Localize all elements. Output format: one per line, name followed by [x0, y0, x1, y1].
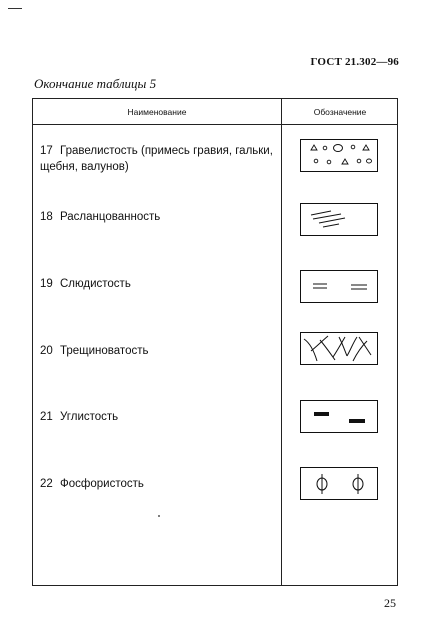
corner-mark	[8, 8, 22, 9]
row-number: 20	[40, 345, 53, 357]
table-header-row	[33, 99, 397, 125]
carbonaceous-pattern-icon	[300, 400, 378, 433]
row-number: 19	[40, 278, 53, 290]
legend-table	[32, 98, 398, 586]
row-number: 21	[40, 411, 53, 423]
table-row	[40, 409, 276, 425]
phosphatic-pattern-icon	[300, 467, 378, 500]
column-divider	[281, 99, 282, 585]
row-name: Слюдистость	[60, 278, 131, 290]
table-row	[40, 343, 276, 359]
table-row	[40, 143, 276, 175]
column-header-symbol: Обозначение	[313, 107, 367, 117]
row-number: 17	[40, 145, 53, 157]
row-name: Расланцованность	[60, 211, 161, 223]
schistosity-pattern-icon	[300, 203, 378, 236]
column-header-name: Наименование	[127, 107, 187, 117]
row-number: 22	[40, 478, 53, 490]
standard-code: ГОСТ 21.302—96	[310, 56, 399, 68]
micaceous-pattern-icon	[300, 270, 378, 303]
row-name: Углистость	[60, 411, 119, 423]
table-row	[40, 476, 276, 492]
page-number: 25	[384, 596, 396, 610]
table-row	[40, 276, 276, 292]
fracturing-pattern-icon	[300, 332, 378, 365]
row-number: 18	[40, 211, 53, 223]
row-name: Трещиноватость	[60, 345, 149, 357]
gravel-pattern-icon	[300, 139, 378, 172]
row-name: Фосфористость	[60, 478, 144, 490]
row-name: Гравелистость (примесь гравия, гальки, щебня, валунов)	[40, 145, 273, 173]
scan-speck	[158, 515, 160, 517]
table-caption: Окончание таблицы 5	[34, 76, 157, 91]
table-row	[40, 209, 276, 225]
